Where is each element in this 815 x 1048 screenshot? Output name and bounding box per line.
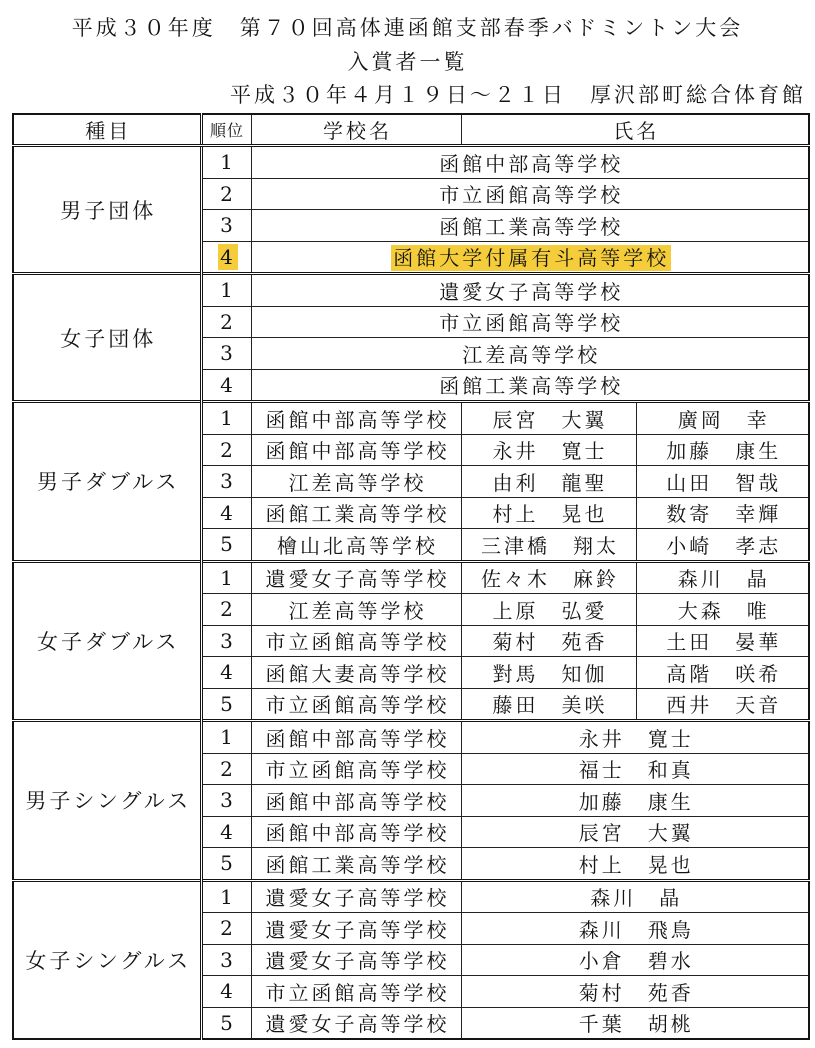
player-cell <box>461 785 809 817</box>
rank-cell <box>201 944 251 976</box>
player-cell <box>461 944 809 976</box>
rank-cell <box>201 816 251 848</box>
school-name: 函館中部高等学校 <box>439 151 624 176</box>
header-row <box>13 114 809 146</box>
rank-cell <box>201 785 251 817</box>
result-row <box>13 274 809 307</box>
event-cell <box>13 880 201 1039</box>
event-cell <box>13 274 201 402</box>
school-cell <box>251 721 461 754</box>
rank-value: 1 <box>220 565 236 590</box>
rank-value: 1 <box>220 278 236 303</box>
header-event: 種目 <box>13 114 201 146</box>
player-name: 加藤 康生 <box>578 789 694 814</box>
player-cell <box>461 466 636 498</box>
player-name: 菊村 苑香 <box>492 630 608 655</box>
school-cell <box>251 274 809 307</box>
school-cell <box>251 944 461 976</box>
player-cell <box>461 688 636 721</box>
player-name: 永井 寛士 <box>578 726 694 751</box>
header-school: 学校名 <box>251 114 461 146</box>
player-name: 森川 飛鳥 <box>578 917 694 942</box>
player-name: 對馬 知伽 <box>492 661 608 686</box>
school-name: 函館大学付属有斗高等学校 <box>393 246 670 271</box>
player-cell <box>461 1007 809 1039</box>
player-cell <box>636 625 809 657</box>
rank-cell <box>201 848 251 881</box>
player-name: 大森 唯 <box>677 598 770 623</box>
results-table <box>12 113 810 1040</box>
rank-cell <box>201 241 251 274</box>
rank-cell <box>201 369 251 402</box>
rank-cell <box>201 753 251 785</box>
player-cell <box>636 529 809 562</box>
school-name: 市立函館高等学校 <box>265 630 450 655</box>
school-cell <box>251 178 809 210</box>
player-cell <box>461 848 809 881</box>
player-cell <box>461 594 636 626</box>
player-name: 森川 晶 <box>677 567 770 592</box>
player-name: 小崎 孝志 <box>666 533 782 558</box>
date-venue: 平成３０年４月１９日～２１日 厚沢部町総合体育館 <box>230 83 806 107</box>
event-label: 男子ダブルス <box>36 470 180 495</box>
event-cell <box>13 721 201 881</box>
school-name: 江差高等学校 <box>462 342 601 367</box>
school-cell <box>251 913 461 945</box>
school-name: 函館工業高等学校 <box>265 852 450 877</box>
school-cell <box>251 466 461 498</box>
event-cell <box>13 561 201 721</box>
rank-cell <box>201 210 251 242</box>
player-name: 土田 晏華 <box>666 630 782 655</box>
player-name: 上原 弘愛 <box>492 598 608 623</box>
rank-cell <box>201 497 251 529</box>
player-cell <box>636 497 809 529</box>
school-cell <box>251 848 461 881</box>
player-name: 山田 智哉 <box>666 470 782 495</box>
school-name: 函館中部高等学校 <box>265 821 450 846</box>
player-cell <box>636 594 809 626</box>
school-cell <box>251 561 461 594</box>
player-name: 三津橋 翔太 <box>481 533 619 558</box>
rank-value: 5 <box>220 1010 236 1035</box>
player-cell <box>461 402 636 435</box>
event-label: 女子ダブルス <box>36 629 180 654</box>
rank-value: 2 <box>220 309 236 334</box>
result-row <box>13 561 809 594</box>
rank-value: 1 <box>220 406 236 431</box>
school-name: 函館中部高等学校 <box>265 789 450 814</box>
school-cell <box>251 880 461 913</box>
player-cell <box>461 753 809 785</box>
school-cell <box>251 688 461 721</box>
school-cell <box>251 402 461 435</box>
school-cell <box>251 241 809 274</box>
rank-cell <box>201 402 251 435</box>
rank-cell <box>201 306 251 338</box>
rank-value: 1 <box>220 150 236 175</box>
rank-cell <box>201 561 251 594</box>
school-cell <box>251 753 461 785</box>
document-subtitle: 入賞者一覧 <box>347 50 468 74</box>
school-cell <box>251 529 461 562</box>
rank-value: 3 <box>220 469 236 494</box>
player-name: 小倉 碧水 <box>578 949 694 974</box>
player-cell <box>636 561 809 594</box>
rank-value: 2 <box>220 437 236 462</box>
school-name: 函館中部高等学校 <box>265 439 450 464</box>
school-cell <box>251 369 809 402</box>
player-cell <box>461 561 636 594</box>
event-label: 女子団体 <box>60 326 157 351</box>
school-cell <box>251 497 461 529</box>
player-name: 西井 天音 <box>666 693 782 718</box>
rank-cell <box>201 434 251 466</box>
player-cell <box>636 402 809 435</box>
school-name: 遺愛女子高等学校 <box>265 1012 450 1037</box>
player-cell <box>461 976 809 1008</box>
school-name: 函館工業高等学校 <box>439 374 624 399</box>
header-rank: 順位 <box>201 114 251 146</box>
school-name: 市立函館高等学校 <box>265 758 450 783</box>
player-name: 由利 龍聖 <box>492 470 608 495</box>
school-cell <box>251 785 461 817</box>
school-name: 市立函館高等学校 <box>439 183 624 208</box>
player-cell <box>461 657 636 689</box>
player-name: 千葉 胡桃 <box>578 1012 694 1037</box>
event-label: 女子シングルス <box>25 948 192 973</box>
results-table-header <box>13 114 809 146</box>
player-cell <box>461 625 636 657</box>
player-name: 数寄 幸輝 <box>666 502 782 527</box>
player-cell <box>461 497 636 529</box>
player-cell <box>461 913 809 945</box>
school-name: 遺愛女子高等学校 <box>265 886 450 911</box>
rank-value: 3 <box>220 947 236 972</box>
rank-cell <box>201 880 251 913</box>
school-name: 遺愛女子高等学校 <box>265 567 450 592</box>
school-name: 函館中部高等学校 <box>265 726 450 751</box>
school-cell <box>251 594 461 626</box>
rank-cell <box>201 466 251 498</box>
rank-value: 5 <box>220 532 236 557</box>
school-name: 遺愛女子高等学校 <box>439 279 624 304</box>
rank-value: 4 <box>220 372 236 397</box>
result-row <box>13 880 809 913</box>
player-name: 加藤 康生 <box>666 439 782 464</box>
rank-value: 5 <box>220 851 236 876</box>
player-cell <box>636 466 809 498</box>
player-name: 村上 晃也 <box>578 852 694 877</box>
rank-cell <box>201 913 251 945</box>
player-cell <box>461 434 636 466</box>
player-cell <box>461 816 809 848</box>
player-cell <box>461 880 809 913</box>
player-name: 藤田 美咲 <box>492 693 608 718</box>
rank-cell <box>201 338 251 370</box>
result-row <box>13 146 809 179</box>
rank-value: 3 <box>220 213 236 238</box>
result-row <box>13 402 809 435</box>
rank-value: 4 <box>220 244 236 269</box>
school-cell <box>251 625 461 657</box>
rank-value: 2 <box>220 597 236 622</box>
event-label: 男子団体 <box>60 198 157 223</box>
event-label: 男子シングルス <box>25 789 192 814</box>
header-name: 氏名 <box>461 114 809 146</box>
school-cell <box>251 210 809 242</box>
rank-value: 2 <box>220 916 236 941</box>
player-cell <box>636 657 809 689</box>
rank-cell <box>201 976 251 1008</box>
rank-cell <box>201 688 251 721</box>
rank-cell <box>201 657 251 689</box>
player-cell <box>461 529 636 562</box>
rank-cell <box>201 594 251 626</box>
rank-cell <box>201 1007 251 1039</box>
player-cell <box>636 434 809 466</box>
school-cell <box>251 816 461 848</box>
player-name: 高階 咲希 <box>666 661 782 686</box>
player-name: 永井 寛士 <box>492 439 608 464</box>
player-name: 森川 晶 <box>590 886 683 911</box>
player-cell <box>461 721 809 754</box>
rank-value: 5 <box>220 691 236 716</box>
rank-value: 4 <box>220 819 236 844</box>
rank-value: 4 <box>220 500 236 525</box>
school-name: 市立函館高等学校 <box>439 311 624 336</box>
school-name: 函館工業高等学校 <box>265 502 450 527</box>
rank-cell <box>201 529 251 562</box>
rank-value: 1 <box>220 725 236 750</box>
rank-value: 3 <box>220 341 236 366</box>
school-cell <box>251 1007 461 1039</box>
rank-cell <box>201 625 251 657</box>
school-name: 江差高等学校 <box>288 470 427 495</box>
player-name: 辰宮 大翼 <box>578 821 694 846</box>
school-name: 遺愛女子高等学校 <box>265 917 450 942</box>
rank-value: 2 <box>220 756 236 781</box>
rank-value: 4 <box>220 979 236 1004</box>
player-name: 村上 晃也 <box>492 502 608 527</box>
results-table-body <box>13 146 809 1040</box>
rank-value: 3 <box>220 628 236 653</box>
school-cell <box>251 976 461 1008</box>
school-name: 市立函館高等学校 <box>265 693 450 718</box>
player-name: 辰宮 大翼 <box>492 407 608 432</box>
event-cell <box>13 146 201 274</box>
school-name: 江差高等学校 <box>288 598 427 623</box>
school-cell <box>251 657 461 689</box>
school-name: 檜山北高等学校 <box>277 533 438 558</box>
school-name: 函館大妻高等学校 <box>265 661 450 686</box>
player-name: 福士 和真 <box>578 758 694 783</box>
rank-cell <box>201 274 251 307</box>
rank-cell <box>201 721 251 754</box>
result-row <box>13 721 809 754</box>
school-name: 函館工業高等学校 <box>439 214 624 239</box>
school-cell <box>251 306 809 338</box>
player-name: 佐々木 麻鈴 <box>481 567 619 592</box>
event-cell <box>13 402 201 562</box>
school-name: 遺愛女子高等学校 <box>265 949 450 974</box>
player-name: 廣岡 幸 <box>677 407 770 432</box>
rank-value: 4 <box>220 660 236 685</box>
player-name: 菊村 苑香 <box>578 980 694 1005</box>
rank-value: 3 <box>220 788 236 813</box>
document-title: 平成３０年度 第７０回高体連函館支部春季バドミントン大会 <box>71 16 744 40</box>
rank-value: 2 <box>220 181 236 206</box>
school-cell <box>251 146 809 179</box>
school-name: 函館中部高等学校 <box>265 407 450 432</box>
player-cell <box>636 688 809 721</box>
rank-cell <box>201 146 251 179</box>
school-cell <box>251 338 809 370</box>
school-cell <box>251 434 461 466</box>
school-name: 市立函館高等学校 <box>265 980 450 1005</box>
rank-cell <box>201 178 251 210</box>
rank-value: 1 <box>220 884 236 909</box>
